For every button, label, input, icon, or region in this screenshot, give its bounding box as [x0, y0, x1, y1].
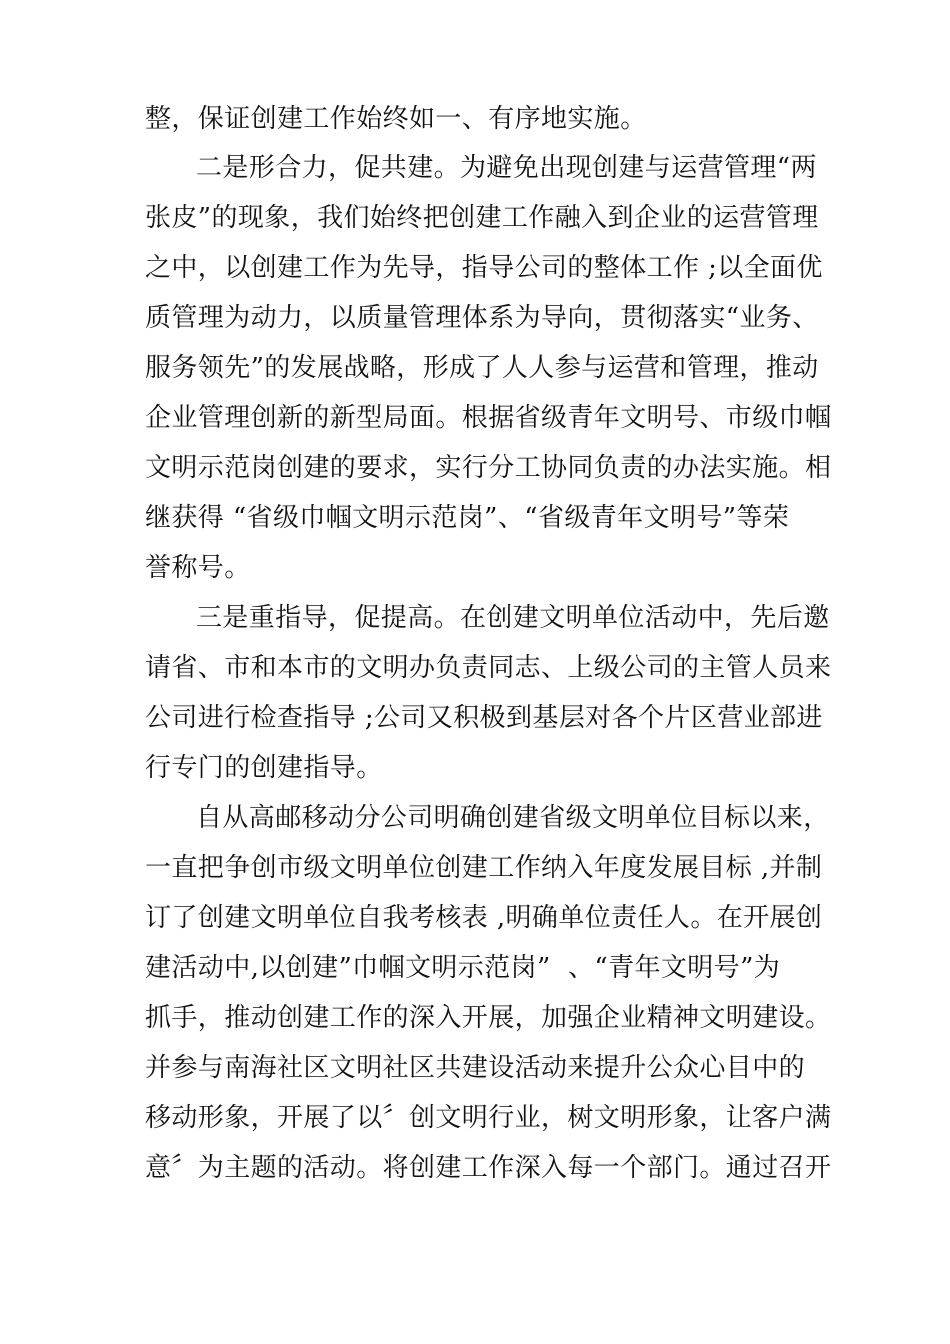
text-line: 张皮”的现象，我们始终把创建工作融入到企业的运营管理	[145, 203, 819, 233]
text-line: 意〞为主题的活动。将创建工作深入每一个部门。通过召开	[145, 1153, 832, 1183]
text-line: 质管理为动力，以质量管理体系为导向，贯彻落实“业务、	[145, 303, 819, 333]
text-line: 建活动中,以创建”巾帼文明示范岗” 、“青年文明号”为	[145, 953, 781, 983]
text-line: 抓手，推动创建工作的深入开展，加强企业精神文明建设。	[145, 1003, 832, 1033]
text-line: 公司进行检查指导 ;公司又积极到基层对各个片区营业部进	[145, 703, 823, 733]
text-line: 誉称号。	[145, 553, 251, 583]
text-line: 移动形象，开展了以〞创文明行业，树文明形象，让客户满	[145, 1103, 832, 1133]
text-line: 企业管理创新的新型局面。根据省级青年文明号、市级巾帼	[145, 403, 832, 433]
text-line: 一直把争创市级文明单位创建工作纳入年度发展目标 ,并制	[145, 853, 823, 883]
text-line: 请省、市和本市的文明办负责同志、上级公司的主管人员来	[145, 653, 832, 683]
text-line: 继获得 “省级巾帼文明示范岗”、“省级青年文明号”等荣	[145, 503, 790, 533]
text-line: 整，保证创建工作始终如一、有序地实施。	[145, 104, 647, 134]
text-line: 并参与南海社区文明社区共建设活动来提升公众心目中的	[145, 1053, 806, 1083]
text-line: 服务领先”的发展战略，形成了人人参与运营和管理，推动	[145, 353, 819, 383]
text-line: 行专门的创建指导。	[145, 753, 383, 783]
paragraph-first-line: 二是形合力，促共建。为避免出现创建与运营管理“两	[196, 153, 817, 183]
text-line: 文明示范岗创建的要求，实行分工协同负责的办法实施。相	[145, 453, 832, 483]
paragraph-first-line: 三是重指导，促提高。在创建文明单位活动中，先后邀	[196, 603, 830, 633]
text-line: 订了创建文明单位自我考核表 ,明确单位责任人。在开展创	[145, 903, 823, 933]
paragraph-first-line: 自从高邮移动分公司明确创建省级文明单位目标以来，	[196, 803, 830, 833]
text-line: 之中，以创建工作为先导，指导公司的整体工作 ;以全面优	[145, 253, 823, 283]
